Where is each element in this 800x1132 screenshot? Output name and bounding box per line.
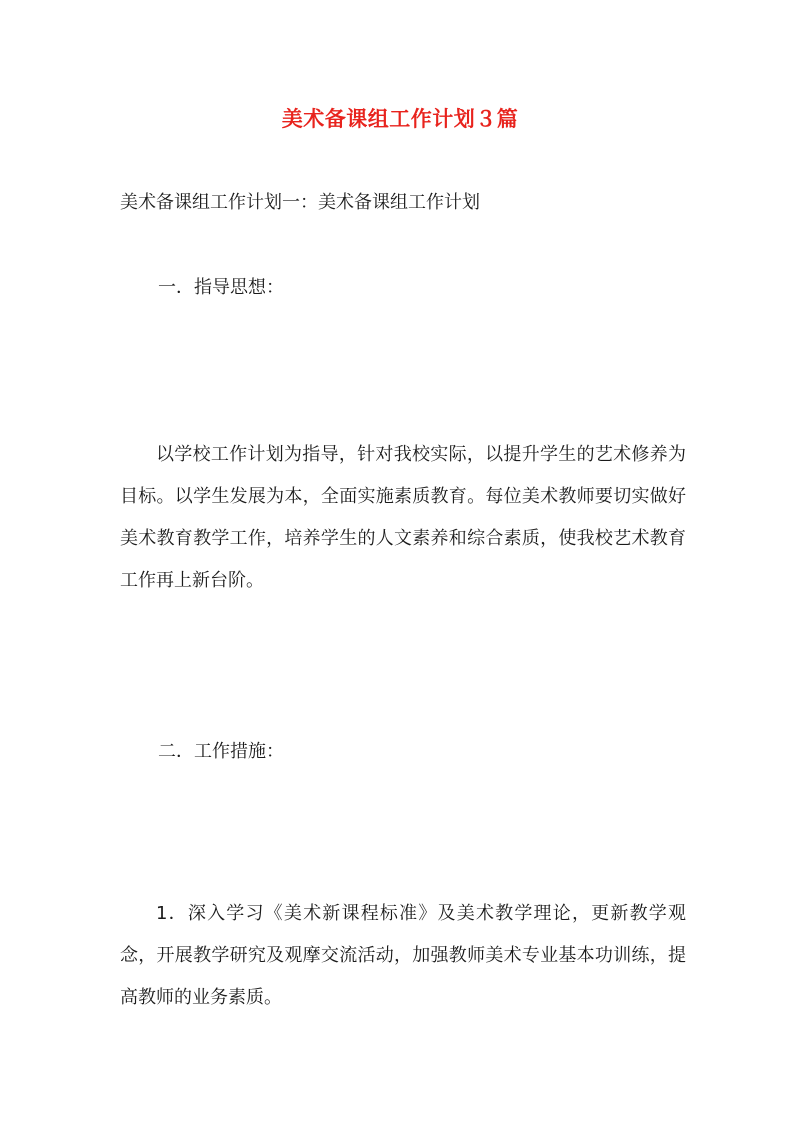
section-heading-guiding-thought: 一．指导思想： [158,277,284,298]
section-heading-work-measures: 二．工作措施： [158,741,284,762]
document-subtitle: 美术备课组工作计划一：美术备课组工作计划 [120,192,480,213]
document-title: 美术备课组工作计划３篇 [281,107,519,131]
section-paragraph-guiding-thought: 以学校工作计划为指导，针对我校实际，以提升学生的艺术修养为目标。以学生发展为本，全面实施素质教育。每位美术教师要切实做好美术教育教学工作，培养学生的人文素养和综合素质，使我校艺术教育工作再上新台阶。 [120,444,686,591]
section-paragraph-work-measures: 1．深入学习《美术新课程标准》及美术教学理论，更新教学观念，开展教学研究及观摩交流活动，加强教师美术专业基本功训练，提高教师的业务素质。 [120,903,686,1008]
